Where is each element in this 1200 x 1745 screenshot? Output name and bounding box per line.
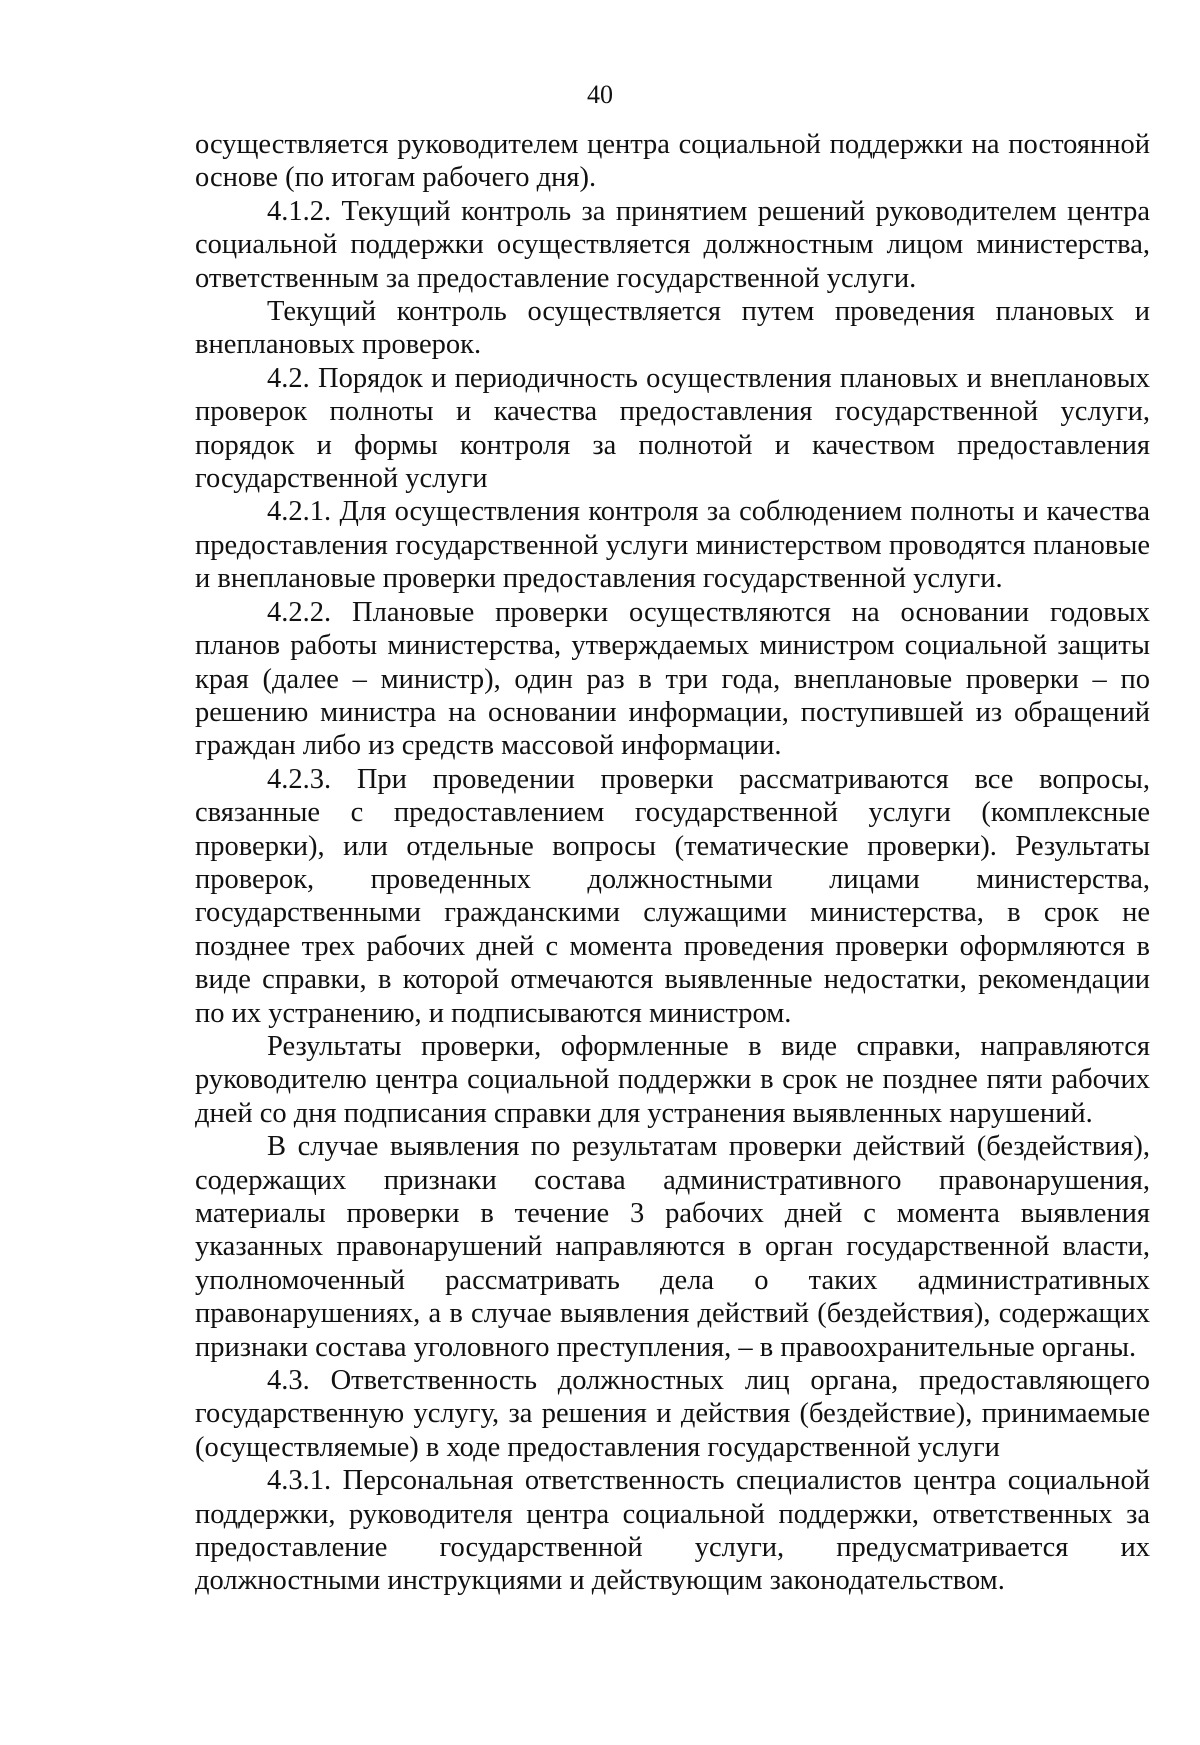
section-heading-4-3: 4.3. Ответственность должностных лиц органа, предоставляющего государственную услугу, за решения и действия (бездействие), принимаемые (осуществляемые) в ходе предоставления государственной услуги [195, 1365, 1150, 1463]
page-number: 40 [587, 80, 613, 109]
paragraph: Текущий контроль осуществляется путем проведения плановых и внеплановых проверок. [195, 296, 1150, 361]
paragraph-4-3-1: 4.3.1. Персональная ответственность специалистов центра социальной поддержки, руководителя центра социальной поддержки, ответственных за предоставление государственной услуги, предусматривается их должностными инструкциями и действующим законодательством. [195, 1465, 1150, 1597]
paragraph: В случае выявления по результатам проверки действий (бездействия), содержащих признаки состава административного правонарушения, материалы проверки в течение 3 рабочих дней с момента выявления указанных правонарушений направляются в орган государственной власти, уполномоченный рассматривать дела о таких административных правонарушениях, а в случае выявления действий (бездействия), содержащих признаки состава уголовного преступления, – в правоохранительные органы. [195, 1131, 1150, 1363]
paragraph-4-2-1: 4.2.1. Для осуществления контроля за соблюдением полноты и качества предоставления государственной услуги министерством проводятся плановые и внеплановые проверки предоставления государственной услуги. [195, 496, 1150, 595]
document-body [195, 128, 1150, 1598]
paragraph-4-2-3: 4.2.3. При проведении проверки рассматриваются все вопросы, связанные с предоставлением государственной услуги (комплексные проверки), или отдельные вопросы (тематические проверки). Результаты проверок, проведенных должностными лицами министерства, государственными гражданскими служащими министерства, в срок не позднее трех рабочих дней с момента проведения проверки оформляются в виде справки, в которой отмечаются выявленные недостатки, рекомендации по их устранению, и подписываются министром. [195, 763, 1150, 1029]
paragraph: Результаты проверки, оформленные в виде справки, направляются руководителю центра социальной поддержки в срок не позднее пяти рабочих дней со дня подписания справки для устранения выявленных нарушений. [195, 1030, 1150, 1129]
paragraph-4-2-2: 4.2.2. Плановые проверки осуществляются на основании годовых планов работы министерства, утверждаемых министром социальной защиты края (далее – министр), один раз в три года, внеплановые проверки – по решению министра на основании информации, поступившей из обращений граждан либо из средств массовой информации. [195, 596, 1150, 762]
paragraph: осуществляется руководителем центра социальной поддержки на постоянной основе (по итогам рабочего дня). [195, 129, 1150, 194]
section-heading-4-2: 4.2. Порядок и периодичность осуществления плановых и внеплановых проверок полноты и качества предоставления государственной услуги, порядок и формы контроля за полнотой и качеством предоставления государственной услуги [195, 362, 1150, 495]
paragraph-4-1-2: 4.1.2. Текущий контроль за принятием решений руководителем центра социальной поддержки осуществляется должностным лицом министерства, ответственным за предоставление государственной услуги. [195, 195, 1150, 294]
